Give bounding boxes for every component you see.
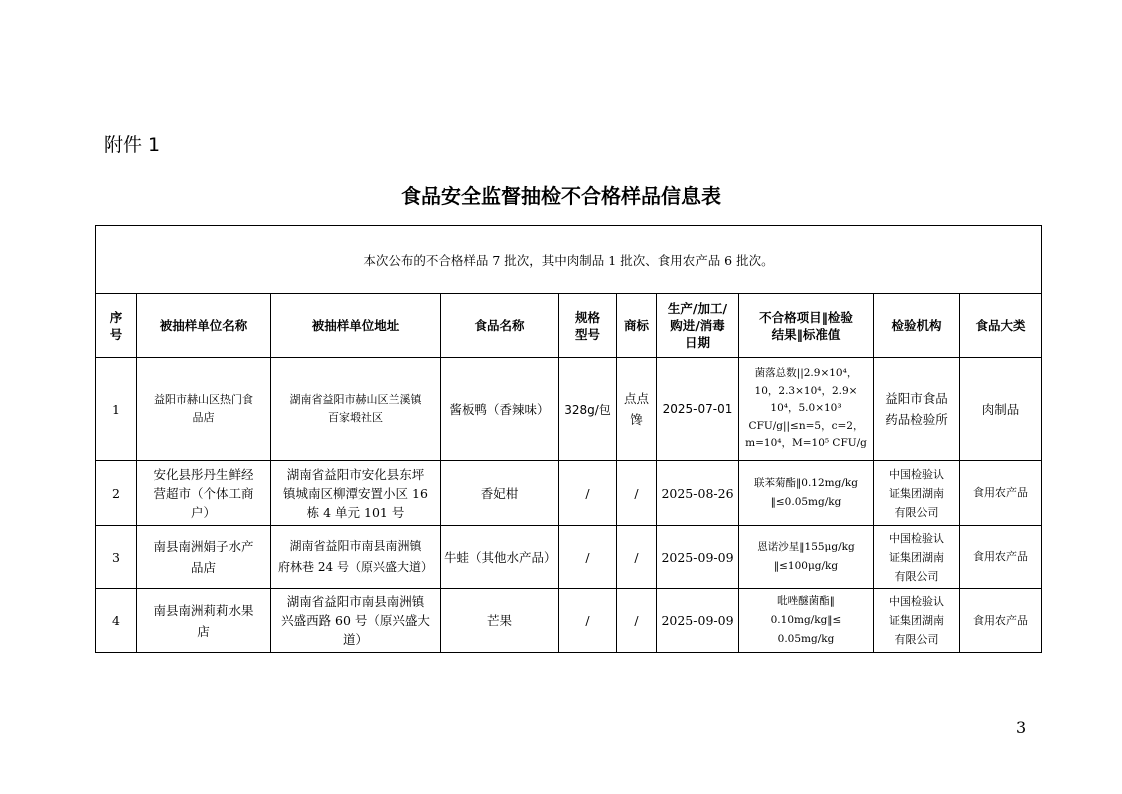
row-date: 2025-09-09 — [657, 526, 739, 589]
row-seq: 3 — [96, 526, 137, 589]
row-date: 2025-08-26 — [657, 461, 739, 526]
header-unit-name: 被抽样单位名称 — [137, 294, 271, 358]
row-date: 2025-09-09 — [657, 589, 739, 653]
row-agency: 中国检验认 证集团湖南 有限公司 — [874, 461, 960, 526]
row-seq: 1 — [96, 358, 137, 461]
row-items: 恩诺沙星‖155μg/kg ‖≤100μg/kg — [739, 526, 874, 589]
row-unit-name: 益阳市赫山区热门食 品店 — [137, 358, 271, 461]
row-category: 肉制品 — [960, 358, 1042, 461]
row-food-name: 牛蛙（其他水产品） — [441, 526, 559, 589]
row-unit-address: 湖南省益阳市南县南洲镇 兴盛西路 60 号（原兴盛大 道） — [271, 589, 441, 653]
page-number: 3 — [1016, 718, 1027, 737]
row-seq: 2 — [96, 461, 137, 526]
header-date: 生产/加工/ 购进/消毒 日期 — [657, 294, 739, 358]
row-agency: 中国检验认 证集团湖南 有限公司 — [874, 526, 960, 589]
row-unit-address: 湖南省益阳市安化县东坪 镇城南区柳潭安置小区 16 栋 4 单元 101 号 — [271, 461, 441, 526]
row-date: 2025-07-01 — [657, 358, 739, 461]
row-category: 食用农产品 — [960, 526, 1042, 589]
row-unit-address: 湖南省益阳市南县南洲镇 府林巷 24 号（原兴盛大道） — [271, 526, 441, 589]
header-food-name: 食品名称 — [441, 294, 559, 358]
row-food-name: 香妃柑 — [441, 461, 559, 526]
row-category: 食用农产品 — [960, 589, 1042, 653]
table-row — [96, 358, 1042, 461]
row-seq: 4 — [96, 589, 137, 653]
attachment-label: 附件 1 — [104, 134, 161, 156]
header-brand: 商标 — [617, 294, 657, 358]
page-title: 食品安全监督抽检不合格样品信息表 — [401, 184, 721, 208]
header-spec: 规格 型号 — [559, 294, 617, 358]
row-agency: 中国检验认 证集团湖南 有限公司 — [874, 589, 960, 653]
summary-row — [96, 226, 1042, 294]
row-category: 食用农产品 — [960, 461, 1042, 526]
row-items: 吡唑醚菌酯‖ 0.10mg/kg‖≤ 0.05mg/kg — [739, 589, 874, 653]
row-agency: 益阳市食品 药品检验所 — [874, 358, 960, 461]
row-spec: / — [559, 526, 617, 589]
summary-text: 本次公布的不合格样品 7 批次，其中肉制品 1 批次、食用农产品 6 批次。 — [96, 226, 1042, 294]
header-unit-address: 被抽样单位地址 — [271, 294, 441, 358]
row-unit-name: 南县南洲莉莉水果 店 — [137, 589, 271, 653]
row-food-name: 芒果 — [441, 589, 559, 653]
row-brand: / — [617, 461, 657, 526]
table-row — [96, 461, 1042, 526]
row-food-name: 酱板鸭（香辣味） — [441, 358, 559, 461]
table-row — [96, 589, 1042, 653]
row-brand: 点点 馋 — [617, 358, 657, 461]
row-spec: 328g/包 — [559, 358, 617, 461]
row-spec: / — [559, 589, 617, 653]
unqualified-samples-table — [95, 225, 1042, 653]
header-row — [96, 294, 1042, 358]
row-items: 菌落总数||2.9×10⁴， 10，2.3×10⁴，2.9× 10⁴，5.0×10³ CFU/g||≤n=5，c=2， m=10⁴，M=10⁵ CFU/g — [739, 358, 874, 461]
row-unit-address: 湖南省益阳市赫山区兰溪镇 百家塅社区 — [271, 358, 441, 461]
table-row — [96, 526, 1042, 589]
row-brand: / — [617, 589, 657, 653]
row-items: 联苯菊酯‖0.12mg/kg ‖≤0.05mg/kg — [739, 461, 874, 526]
row-unit-name: 安化县彤丹生鲜经 营超市（个体工商 户） — [137, 461, 271, 526]
row-brand: / — [617, 526, 657, 589]
header-category: 食品大类 — [960, 294, 1042, 358]
row-unit-name: 南县南洲娟子水产 品店 — [137, 526, 271, 589]
header-items: 不合格项目‖检验 结果‖标准值 — [739, 294, 874, 358]
row-spec: / — [559, 461, 617, 526]
header-seq: 序 号 — [96, 294, 137, 358]
header-agency: 检验机构 — [874, 294, 960, 358]
